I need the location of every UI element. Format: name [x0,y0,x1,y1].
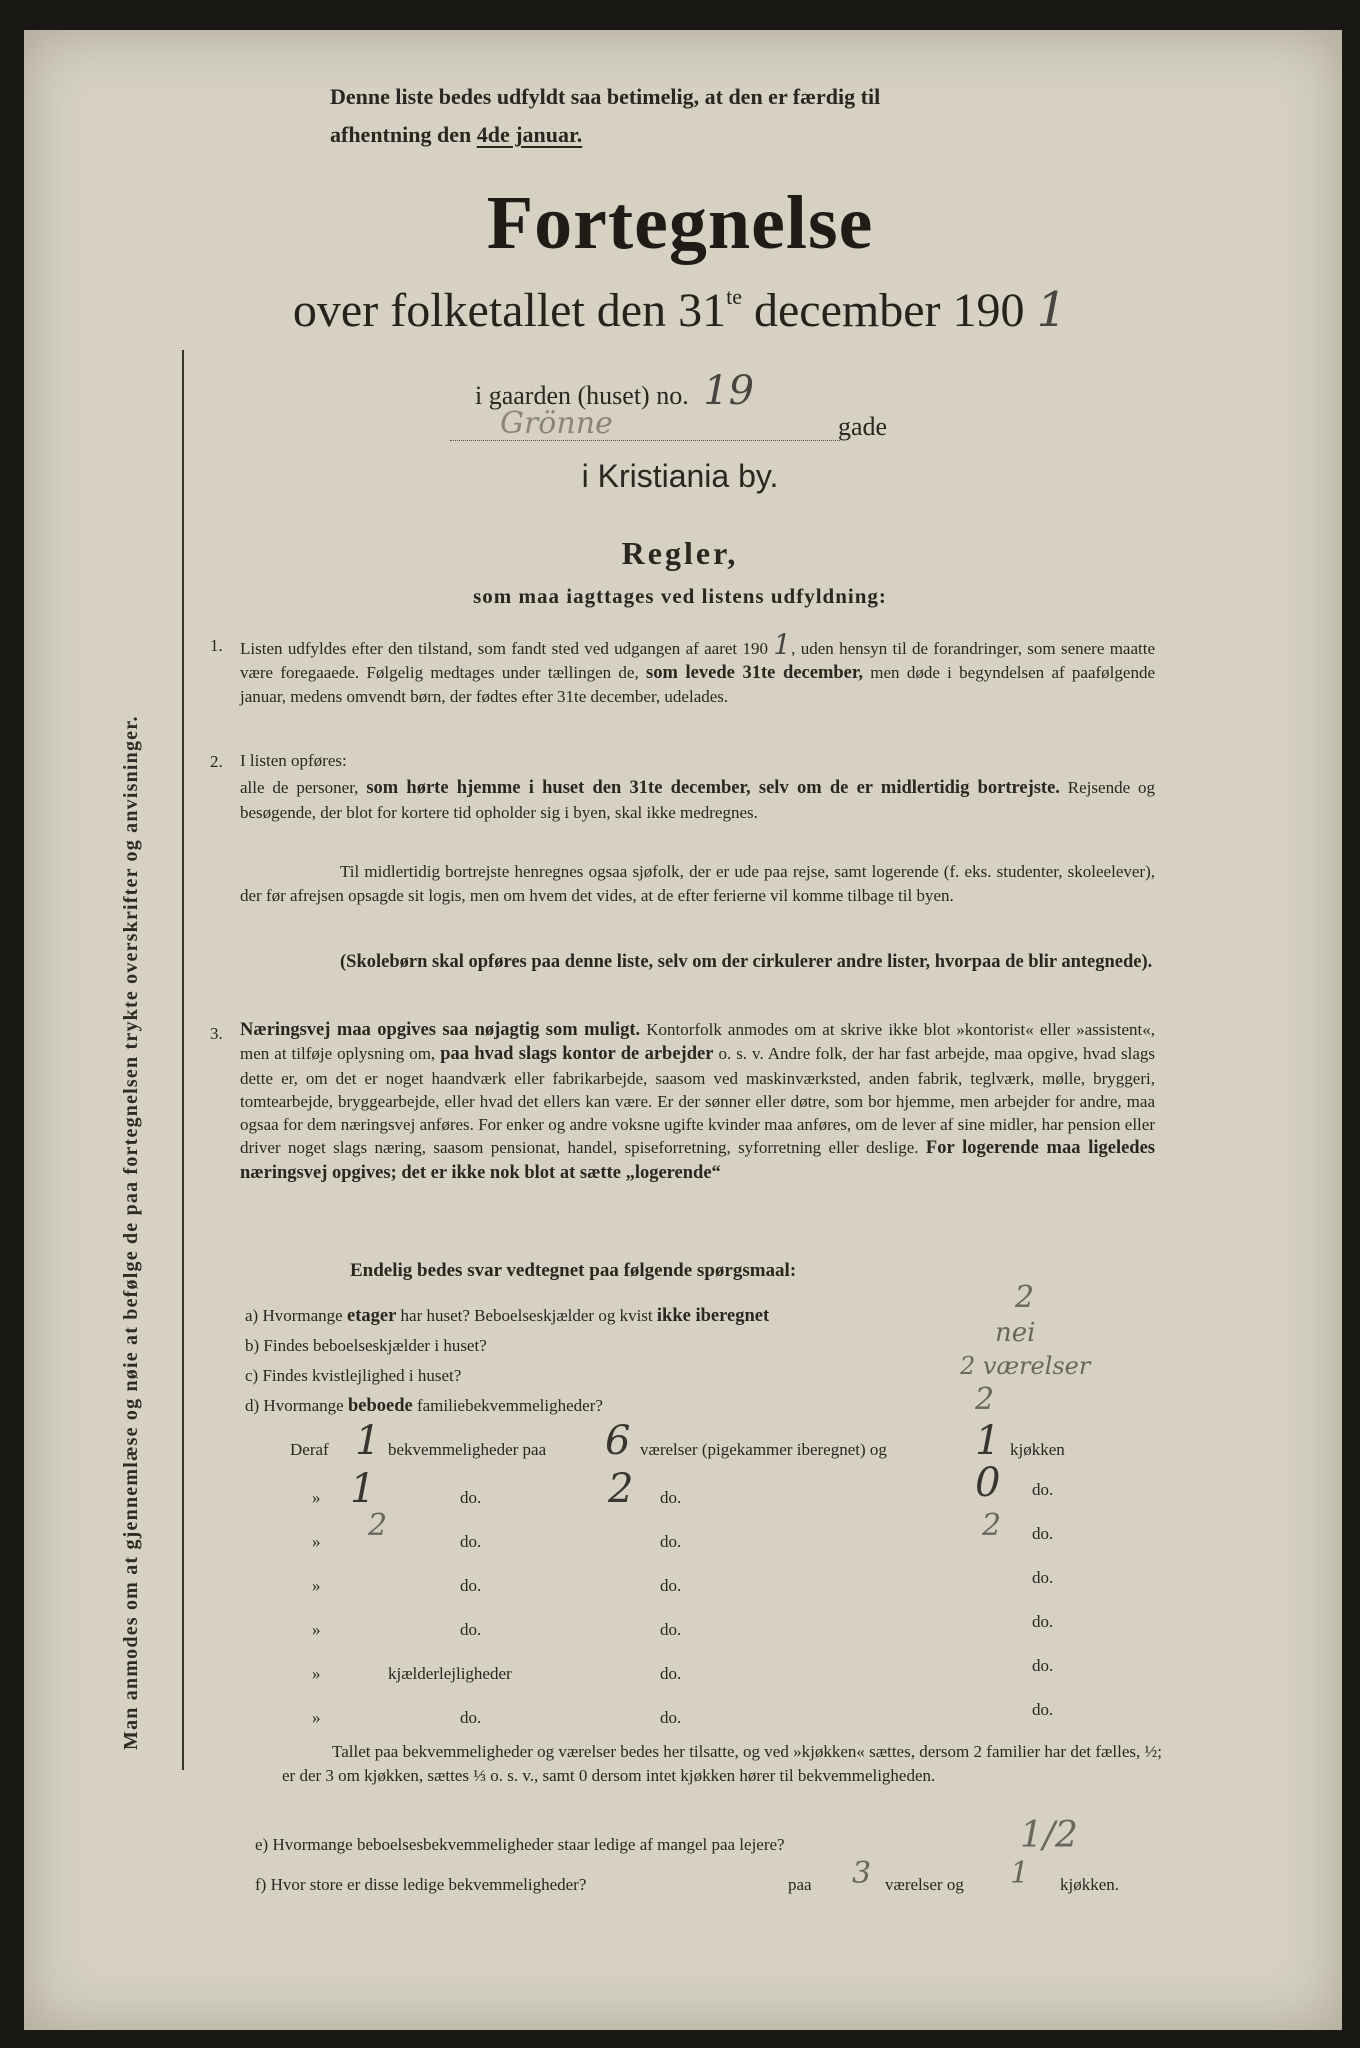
table-row5-do-2: do. [660,1664,682,1683]
table-row2-kitchen: 2 [982,1508,1002,1543]
page-title: Fortegnelse [486,181,874,265]
question-f-paa: paa [788,1875,812,1894]
question-f-vaerelser: værelser og [885,1875,964,1894]
subtitle-middle: december 190 [741,284,1025,337]
question-f-label: f) [255,1875,267,1894]
table-row2-do-1: do. [460,1532,482,1551]
rule-2-c: Rejsende og besøgende, der blot for kortere tid opholder sig i byen, skal ikke medregnes. [240,778,1155,822]
rule-3-b: Kontorfolk anmodes om at skrive ikke blot »kontorist« eller »assistent«, men at tilføje oplysning om, [240,1020,1155,1064]
top-note [330,78,1150,154]
top-note-line1: Denne liste bedes udfyldt saa betimelig, at den er færdig til [330,84,881,109]
page-subtitle [0,282,1360,338]
table-row4-do-2: do. [660,1620,682,1639]
question-a-pre: Hvormange [262,1306,347,1325]
question-f-text: Hvor store er disse ledige bekvemmeligheder? [270,1875,587,1894]
table-row1-do-2: do. [660,1488,682,1507]
top-note-line2-prefix: afhentning den [330,122,477,147]
table-row5-kjaelder: kjælderlejligheder [388,1664,512,1683]
subtitle-prefix: over folketallet den 31 [292,284,727,337]
table-row1-do-3: do. [1032,1480,1054,1499]
question-c-label: c) [245,1366,259,1385]
rule-3-e: For logerende maa ligeledes næringsvej opgives; det er ikke nok blot at sætte „logerende“ [240,1138,1155,1183]
rules-heading: Regler, [621,535,739,571]
question-a-bold: etager [346,1306,397,1326]
table-row4-do-1: do. [460,1620,482,1639]
rule-1-year-handwritten: 1 [773,628,792,661]
table-row5-do-3: do. [1032,1656,1054,1675]
rule-1-c: som levede 31te december, [646,662,863,683]
table-row6-do-2: do. [660,1708,682,1727]
year-handwritten: 1 [1036,282,1068,338]
table-row1-kitchen: 0 [975,1460,1001,1506]
answer-a-handwritten: 2 [1015,1280,1035,1315]
city-line: i Kristiania by. [581,458,779,494]
table-col-vaerelser: værelser (pigekammer iberegnet) og [640,1440,887,1459]
question-c-text: Findes kvistlejlighed i huset? [262,1366,462,1385]
question-d-bold: beboede [347,1396,413,1416]
table-deraf: Deraf [290,1440,329,1459]
rule-3-text [240,1018,1155,1185]
question-e-label: e) [255,1835,269,1854]
question-d-label: d) [245,1396,260,1415]
pickup-date: 4de januar. [476,122,583,147]
table-row0-count: 1 [355,1418,381,1464]
question-b [245,1336,487,1356]
question-e [255,1835,785,1855]
question-b-text: Findes beboelseskjælder i huset? [263,1336,487,1355]
street-field [450,406,840,441]
rule-1-text [240,628,1155,709]
question-d [245,1396,603,1417]
rule-2-b: som hørte hjemme i huset den 31te december, selv om de er midlertidig bortrejste. [366,778,1060,798]
table-row3-do-2: do. [660,1576,682,1595]
table-col-bekvemmeligheder: bekvemmeligheder paa [388,1440,547,1459]
table-row4-ditto: » [312,1620,321,1639]
street-suffix: gade [838,412,888,441]
rule-1-b: , uden hensyn til de forandringer, som senere maatte være foregaaede. Følgelig medtages under tællingen de, [240,639,1155,682]
rule-1-a: Listen udfyldes efter den tilstand, som fandt sted ved udgangen af aaret 190 [240,639,768,658]
table-row3-do-1: do. [460,1576,482,1595]
answer-f-kitchen-handwritten: 1 [1010,1856,1030,1891]
table-row5-ditto: » [312,1664,321,1683]
answer-f-rooms-handwritten: 3 [852,1856,872,1891]
footer-note: Tallet paa bekvemmeligheder og værelser bedes her tilsatte, og ved »kjøkken« sættes, dersom 2 familier har det fælles, ½; er der 3 om kjøkken, sættes ⅓ o. s. v., samt 0 dersom intet kjøkken hører til bekvemmeligheden. [282,1742,1162,1785]
table-row0-kitchen: 1 [975,1418,1001,1464]
question-e-text: Hvormange beboelsesbekvemmeligheder staar ledige af mangel paa lejere? [272,1835,785,1854]
rule-3-a: Næringsvej maa opgives saa nøjagtig som muligt. [240,1020,641,1040]
rule-2-text [240,776,1155,824]
question-f [255,1875,586,1895]
rule-3-number: 3. [210,1024,223,1043]
table-row0-rooms: 6 [605,1418,631,1464]
rule-2-a: alle de personer, [240,778,367,797]
table-row3-ditto: » [312,1576,321,1595]
house-number-handwritten: 19 [703,368,755,414]
table-col-kjokken: kjøkken [1010,1440,1065,1459]
table-row1-count: 1 [350,1466,376,1512]
table-row3-do-3: do. [1032,1568,1054,1587]
answer-e-handwritten: 1/2 [1020,1815,1078,1856]
question-f-kjokken: kjøkken. [1060,1875,1120,1894]
answer-b-handwritten: nei [995,1318,1036,1348]
side-instruction-note: Man anmodes om at gjennemlæse og nøie at befølge de paa fortegnelsen trykte overskrifter og anvisninger. [120,715,142,1750]
subtitle-sup: te [726,284,742,309]
rule-2-paragraph-2: Til midlertidig bortrejste henregnes ogsaa sjøfolk, der er ude paa rejse, samt logerende (f. eks. studenter, skoleelever), der før afrejsen opsagde sit logis, men om hvem det vides, at de efter ferierne vil komme tilbage til byen. [240,862,1155,905]
table-row2-count: 2 [368,1508,388,1543]
rules-subheading: som maa iagttages ved listens udfyldning: [473,584,887,608]
rule-3-d: o. s. v. Andre folk, der har fast arbejde, maa opgive, hvad slags dette er, om det er noget haandværk eller fabrikarbejde, saasom ved maskinværksted, anden fabrik, teglværk, mølle, bryggeri, tomtearbejde, bryggearbejde, eller hvad det ellers kan være. Er der sønner eller døtre, som bor hjemme, men arbejder for andre, maa ogsaa for dem næringsvej anføres. For enker og andre voksne ugifte kvinder maa anføres, om de lever af sine midler, har pension eller driver noget slags næring, saasom pensionat, handel, spiseforretning, syforretning eller deslige. [240,1044,1156,1158]
street-handwritten: Grönne [500,406,613,441]
question-d-pre: Hvormange [263,1396,348,1415]
table-row1-ditto: » [312,1488,321,1507]
table-row6-do-3: do. [1032,1700,1054,1719]
question-a-mid: har huset? Beboelseskjælder og kvist [396,1306,657,1325]
table-row6-ditto: » [312,1708,321,1727]
table-row2-do-2: do. [660,1532,682,1551]
question-c [245,1366,461,1386]
question-a-bold2: ikke iberegnet [656,1306,770,1326]
table-row4-do-3: do. [1032,1612,1054,1631]
table-row6-do-1: do. [460,1708,482,1727]
question-b-label: b) [245,1336,260,1355]
question-a [245,1306,769,1327]
table-row2-ditto: » [312,1532,321,1551]
rule-1-d: men døde i begyndelsen af paafølgende januar, medens omvendt børn, der fødtes efter 31te december, udelades. [240,662,1155,706]
question-d-post: familiebekvemmeligheder? [412,1396,603,1415]
rule-3-c: paa hvad slags kontor de arbejder [440,1044,714,1065]
table-row1-rooms: 2 [608,1466,634,1512]
rule-2-number: 2. [210,752,223,771]
answer-c-handwritten: 2 værelser [960,1352,1091,1380]
rule-2-paragraph-3: (Skolebørn skal opføres paa denne liste, selv om der cirkulerer andre lister, hvorpaa de blir antegnede). [340,952,1153,972]
rule-2-head: I listen opføres: [240,751,347,770]
question-a-label: a) [245,1306,259,1325]
table-row2-do-3: do. [1032,1524,1054,1543]
answer-d-handwritten: 2 [975,1382,995,1417]
house-number-label: i gaarden (huset) no. [475,381,689,410]
questions-intro: Endelig bedes svar vedtegnet paa følgende spørgsmaal: [350,1260,797,1281]
table-row1-do-1: do. [460,1488,482,1507]
rule-1-number: 1. [210,636,223,655]
